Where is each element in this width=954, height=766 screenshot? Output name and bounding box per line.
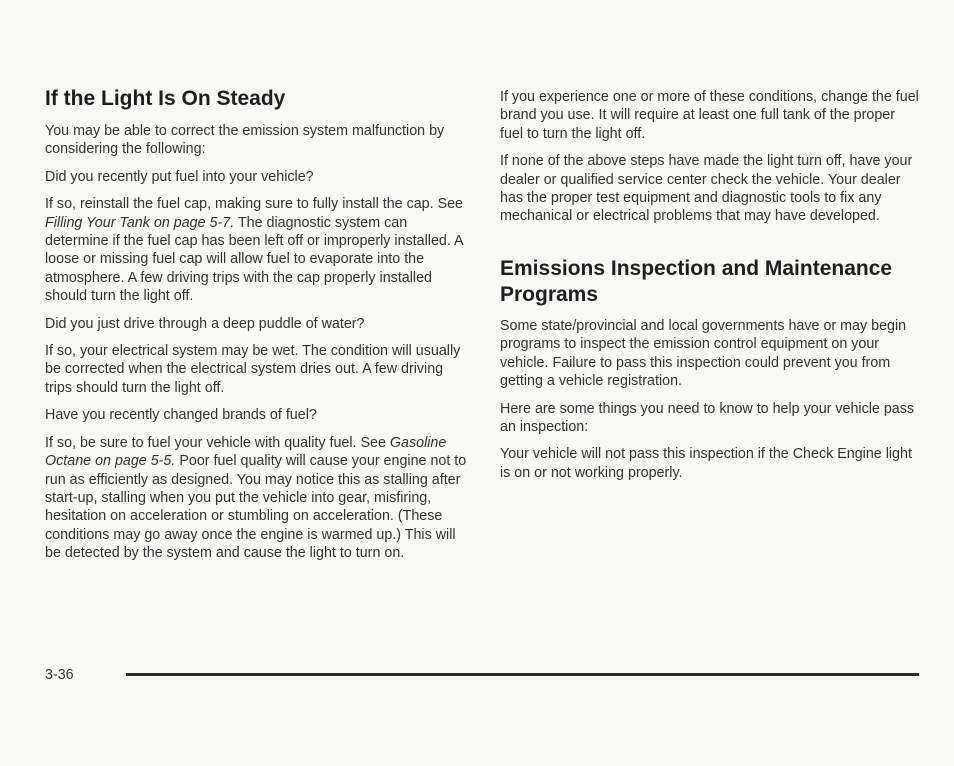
question-paragraph: Have you recently changed brands of fuel? xyxy=(45,407,317,424)
right-column-body xyxy=(500,317,920,491)
page-reference: Filling Your Tank on page 5-7. xyxy=(45,214,235,231)
right-column-top xyxy=(500,88,920,235)
text-run: If so, reinstall the fuel cap, making sure to fully install the cap. See xyxy=(45,196,464,213)
paragraph xyxy=(45,434,470,563)
section-heading-light-on-steady: If the Light Is On Steady xyxy=(45,87,286,110)
question-paragraph: Did you recently put fuel into your vehicle? xyxy=(45,168,314,185)
paragraph: If so, your electrical system may be wet. The condition will usually be corrected when the electrical system dries out. A few driving trips should turn the light off. xyxy=(45,343,461,396)
left-column-body xyxy=(45,122,470,572)
paragraph: Here are some things you need to know to help your vehicle pass an inspection: xyxy=(500,400,915,436)
text-run: If so, be sure to fuel your vehicle with quality fuel. See xyxy=(45,434,390,451)
text-run: Poor fuel quality will cause your engine not to run as efficiently as designed. You may notice this as stalling after start-up, stalling when you put the vehicle into gear, misfiring, hesitation on acceleration or stumbling on acceleration. (These conditions may go away once the engine is warmed up.) This will be detected by the system and cause the light to turn on. xyxy=(45,453,467,562)
paragraph: Some state/provincial and local governments have or may begin programs to inspect the emission control equipment on your vehicle. Failure to pass this inspection could prevent you from getting a vehicle registration. xyxy=(500,318,907,390)
paragraph: If none of the above steps have made the light turn off, have your dealer or qualified service center check the vehicle. Your dealer has the proper test equipment and diagnostic tools to fix any mechanical or electrical problems that may have developed. xyxy=(500,153,913,225)
question-paragraph: Did you just drive through a deep puddle of water? xyxy=(45,315,365,332)
footer-divider xyxy=(126,673,919,676)
paragraph xyxy=(45,195,470,305)
page-reference: Gasoline Octane on page 5-5. xyxy=(45,434,447,470)
paragraph: You may be able to correct the emission system malfunction by considering the following: xyxy=(45,123,445,158)
text-run: The diagnostic system can determine if the fuel cap has been left off or improperly installed. A loose or missing fuel cap will allow fuel to evaporate into the atmosphere. A few driving trips with the cap properly installed should turn the light off. xyxy=(45,214,463,305)
paragraph: If you experience one or more of these conditions, change the fuel brand you use. It will require at least one full tank of the proper fuel to turn the light off. xyxy=(500,89,919,142)
page-number: 3-36 xyxy=(45,667,74,683)
section-heading-emissions-inspection: Emissions Inspection and Maintenance Programs xyxy=(500,257,893,306)
paragraph: Your vehicle will not pass this inspection if the Check Engine light is on or not working properly. xyxy=(500,446,912,481)
